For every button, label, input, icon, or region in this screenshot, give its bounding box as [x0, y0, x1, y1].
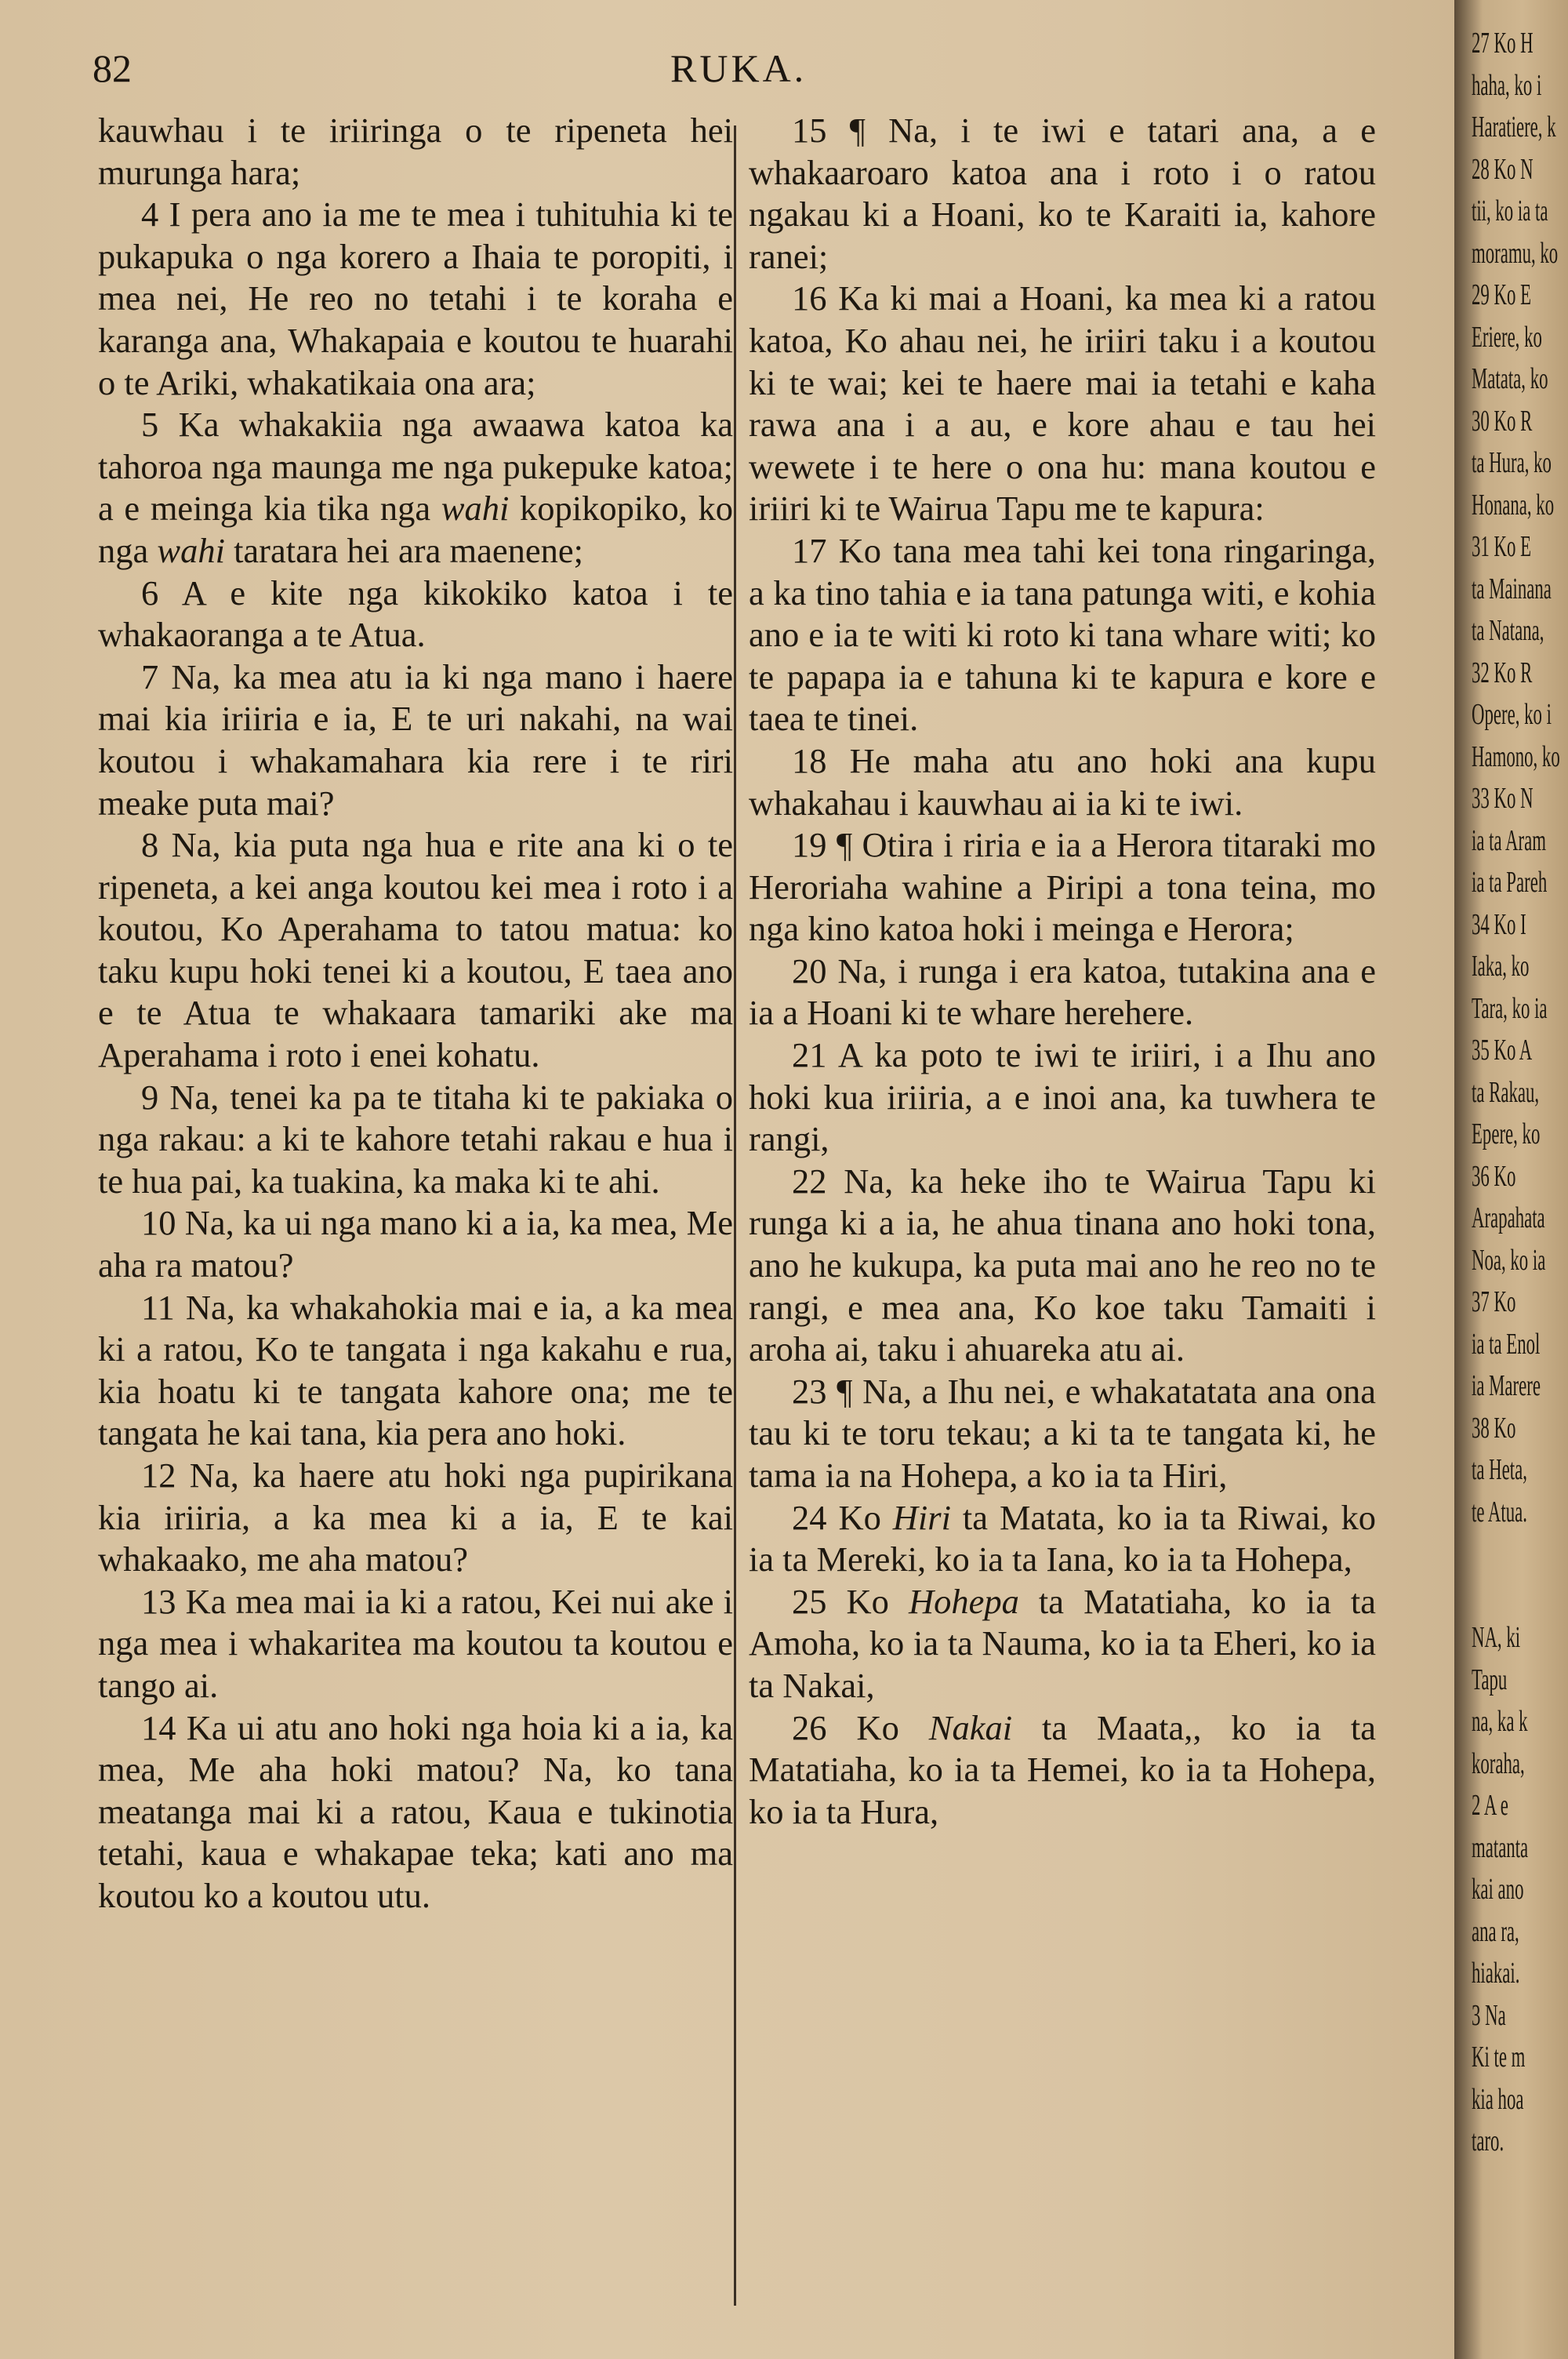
- verse-text: 18 He maha atu ano hoki ana kupu whakahau i kauwhau ai ia ki te iwi.: [749, 740, 1376, 823]
- verse-text: 4 I pera ano ia me te mea i tuhituhia ki te pukapuka o nga korero a Ihaia te poropiti, i mea nei, He reo no tetahi i te koraha e karanga ana, Whakapaia e koutou te huarahi o te Ariki, whakatikaia ona ara;: [98, 194, 733, 402]
- verse-text: 25 Ko Hohepa ta Matatiaha, ko ia ta Amoha, ko ia ta Nauma, ko ia ta Eheri, ko ia ta Nakai,: [749, 1581, 1376, 1705]
- verse-text: 12 Na, ka haere atu hoki nga pupirikana kia iriiria, a ka mea ki a ia, E te kai whakaako, me aha matou?: [98, 1456, 733, 1579]
- facing-page-line: ta Natana,: [1472, 614, 1544, 647]
- facing-page-line: 35 Ko A: [1472, 1034, 1533, 1067]
- verse-text: 6 A e kite nga kikokiko katoa i te whakaoranga a te Atua.: [98, 572, 733, 655]
- verse-text: 14 Ka ui atu ano hoki nga hoia ki a ia, ka mea, Me aha hoki matou? Na, ko tana meatanga mai ki a ratou, Kaua e tukinotia tetahi, kaua e whakapae teka; kati ano ma koutou ko a koutou utu.: [98, 1707, 733, 1915]
- facing-page-line: 34 Ko I: [1472, 907, 1526, 941]
- facing-page-line: ia Marere: [1472, 1369, 1541, 1402]
- facing-page-line: haha, ko i: [1472, 68, 1542, 102]
- facing-page-line: Arapahata: [1472, 1201, 1545, 1234]
- facing-page-line: moramu, ko: [1472, 236, 1559, 270]
- facing-page-line: 30 Ko R: [1472, 404, 1533, 438]
- facing-page-line: Matata, ko: [1472, 362, 1548, 395]
- facing-page-line: Honana, ko: [1472, 488, 1555, 522]
- facing-page-line: Noa, ko ia: [1472, 1243, 1546, 1277]
- italic-word: wahi: [157, 530, 225, 570]
- verse-text: 5 Ka whakakiia nga awaawa katoa ka tahoroa nga maunga me nga pukepuke katoa; a e meinga kia tika nga wahi kopikopiko, ko nga wahi taratara hei ara maenene;: [98, 405, 733, 570]
- facing-page-line: na, ka k: [1472, 1705, 1528, 1738]
- verse-text: 16 Ka ki mai a Hoani, ka mea ki a ratou katoa, Ko ahau nei, he iriiri taku i a koutou ki te wai; kei te haere mai ia tetahi e kaha rawa ana i a au, e kore ahau e tau hei wewete i te here o ona hu: mana koutou e iriiri ki te Wairua Tapu me te kapura:: [749, 278, 1376, 529]
- facing-page-line: ta Rakau,: [1472, 1075, 1540, 1109]
- verse-text: 21 A ka poto te iwi te iriiri, i a Ihu ano hoki kua iriiria, a e inoi ana, ka tuwhera te rangi,: [749, 1035, 1376, 1159]
- italic-word: Hohepa: [908, 1581, 1019, 1621]
- facing-page-line: Eriere, ko: [1472, 320, 1542, 354]
- facing-page-edge: [1454, 0, 1568, 2359]
- verse-text: 10 Na, ka ui nga mano ki a ia, ka mea, Me aha ra matou?: [98, 1203, 733, 1285]
- verse-text: 8 Na, kia puta nga hua e rite ana ki o te ripeneta, a kei anga koutou kei mea i roto i a koutou, Ko Aperahama to tatou matua: ko taku kupu hoki tenei ki a koutou, E taea ano e te Atua te whakaara tamariki ake ma Aperahama i roto i enei kohatu.: [98, 825, 733, 1075]
- facing-page-line: Opere, ko i: [1472, 698, 1552, 731]
- verse-text: 23 ¶ Na, a Ihu nei, e whakatatata ana ona tau ki te toru tekau; a ki ta te tangata ki, he tama ia na Hohepa, a ko ia ta Hiri,: [749, 1371, 1376, 1495]
- facing-page-line: 2 A e: [1472, 1789, 1508, 1822]
- italic-word: Nakai: [928, 1707, 1013, 1747]
- facing-page-line: ta Heta,: [1472, 1453, 1527, 1486]
- facing-page-line: NA, ki: [1472, 1621, 1521, 1654]
- verse-text: 15 ¶ Na, i te iwi e tatari ana, a e whakaaroaro katoa ana i roto i o ratou ngakau ki a Hoani, ko te Karaiti ia, kahore ranei;: [749, 111, 1376, 276]
- verse-text: 26 Ko Nakai ta Maata,, ko ia ta Matatiaha, ko ia ta Hemei, ko ia ta Hohepa, ko ia ta Hura,: [749, 1707, 1377, 1831]
- facing-page-line: ta Hura, ko: [1472, 446, 1552, 479]
- facing-page-line: 38 Ko: [1472, 1411, 1516, 1445]
- verse-text: 20 Na, i runga i era katoa, tutakina ana e ia a Hoani ki te whare herehere.: [749, 951, 1376, 1033]
- facing-page-line: 33 Ko N: [1472, 782, 1534, 815]
- facing-page-line: 37 Ko: [1472, 1285, 1516, 1318]
- facing-page-line: ia ta Aram: [1472, 823, 1546, 857]
- facing-page-line: ta Mainana: [1472, 572, 1552, 605]
- page-number: 82: [93, 46, 132, 90]
- verse-text: 17 Ko tana mea tahi kei tona ringaringa, a ka tino tahia e ia tana patunga witi, e kohia ano e ia te witi ki roto ki tana whare witi; ko te papapa ia e tahuna ki te kapura e kore e taea te tinei.: [749, 530, 1376, 739]
- column-divider: [734, 125, 736, 2306]
- facing-page-line: 31 Ko E: [1472, 530, 1531, 563]
- facing-page-line: matanta: [1472, 1830, 1529, 1864]
- facing-page-line: ana ra,: [1472, 1914, 1519, 1948]
- left-column: [98, 110, 733, 1917]
- facing-page-line: 27 Ko H: [1472, 27, 1534, 60]
- italic-word: wahi: [441, 489, 510, 529]
- facing-page-line: ia ta Pareh: [1472, 866, 1548, 899]
- book-title: RUKA.: [670, 46, 808, 90]
- verse-text: 22 Na, ka heke iho te Wairua Tapu ki runga ki a ia, he ahua tinana ano hoki tona, ano he kukupa, ka puta mai ano he reo no te rangi, e mea ana, Ko koe taku Tamaiti i aroha ai, taku i ahuareka atu ai.: [749, 1161, 1376, 1369]
- verse-text: 9 Na, tenei ka pa te titaha ki te pakiaka o nga rakau: a ki te kahore tetahi rakau e hua i te hua pai, ka tuakina, ka maka ki te ahi.: [98, 1077, 733, 1201]
- facing-page-line: hiakai.: [1472, 1957, 1520, 1990]
- facing-page-line: Hamono, ko: [1472, 740, 1560, 773]
- verse-text: 13 Ka mea mai ia ki a ratou, Kei nui ake i nga mea i whakaritea ma koutou ta koutou e tango ai.: [98, 1581, 733, 1705]
- facing-page-line: kia hoa: [1472, 2082, 1524, 2116]
- facing-page-line: 3 Na: [1472, 1998, 1506, 2032]
- facing-page-line: te Atua.: [1472, 1495, 1527, 1528]
- verse-text: 24 Ko Hiri ta Matata, ko ia ta Riwai, ko ia ta Mereki, ko ia ta Iana, ko ia ta Hohepa,: [749, 1497, 1376, 1579]
- facing-page-line: Haratiere, k: [1472, 111, 1556, 144]
- facing-page-line: Tara, ko ia: [1472, 991, 1548, 1025]
- facing-page-line: taro.: [1472, 2125, 1504, 2157]
- verse-text: kauwhau i te iriiringa o te ripeneta hei murunga hara;: [98, 111, 733, 192]
- facing-page-line: Ki te m: [1472, 2041, 1526, 2074]
- facing-page-line: koraha,: [1472, 1747, 1525, 1780]
- facing-page-line: 32 Ko R: [1472, 656, 1533, 689]
- facing-page-line: kai ano: [1472, 1873, 1524, 1906]
- verse-text: 19 ¶ Otira i riria e ia a Herora titaraki mo Heroriaha wahine a Piripi a tona teina, mo nga kino katoa hoki i meinga e Herora;: [749, 825, 1376, 949]
- facing-page-line: 29 Ko E: [1472, 278, 1531, 311]
- facing-page-line: 28 Ko N: [1472, 152, 1534, 186]
- facing-page-line: ia ta Enol: [1472, 1327, 1541, 1361]
- facing-page-line: 36 Ko: [1472, 1159, 1516, 1193]
- italic-word: Hiri: [892, 1497, 951, 1537]
- verse-text: 11 Na, ka whakahokia mai e ia, a ka mea ki a ratou, Ko te tangata i nga kakahu e rua, kia hoatu ki te tangata kahore ona; me te tangata he kai tana, kia pera ano hoki.: [98, 1287, 733, 1453]
- right-column: [749, 110, 1376, 1833]
- verse-text: 7 Na, ka mea atu ia ki nga mano i haere mai kia iriiria e ia, E te uri nakahi, na wai koutou i whakamahara kia rere i te riri meake puta mai?: [98, 656, 733, 823]
- facing-page-line: Epere, ko: [1472, 1118, 1541, 1150]
- facing-page-line: Iaka, ko: [1472, 950, 1530, 983]
- facing-page-line: tii, ko ia ta: [1472, 194, 1548, 227]
- facing-page-line: Tapu: [1472, 1663, 1508, 1696]
